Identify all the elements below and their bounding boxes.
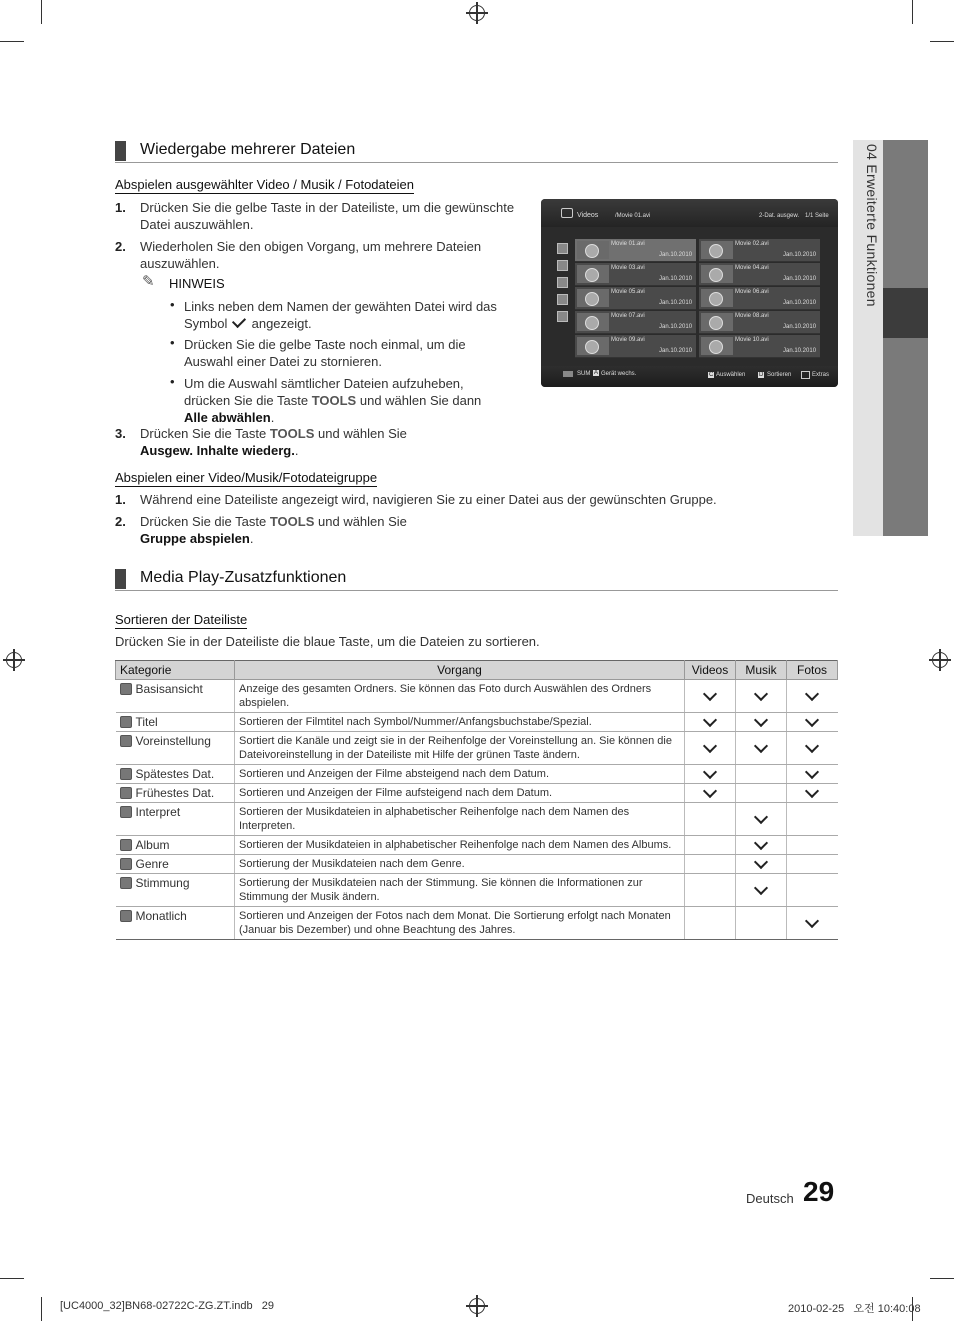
print-timestamp: 2010-02-25 오전 10:40:08 (788, 1303, 921, 1315)
step-number: 1. (115, 200, 126, 215)
category-icon (120, 768, 132, 780)
tv-file-item[interactable] (575, 287, 696, 310)
column-header: Vorgang (235, 661, 685, 680)
tv-status: 2-Dat. ausgew. (759, 213, 800, 219)
tv-file-name: Movie 03.avi (611, 265, 645, 271)
category-icon (120, 839, 132, 851)
checkmark-icon (703, 784, 717, 798)
folder-icon (557, 243, 568, 254)
category-cell (116, 907, 235, 940)
film-reel-icon (577, 241, 609, 259)
crop-mark (930, 1278, 954, 1279)
table-row (116, 874, 838, 907)
calendar-icon (557, 277, 568, 288)
category-label: Basisansicht (135, 682, 203, 696)
tv-file-date: Jan.10.2010 (783, 252, 817, 258)
subheading: Sortieren der Dateiliste (115, 612, 248, 627)
support-cell (736, 907, 787, 940)
description-cell: Sortierung der Musikdateien nach der Stimmung. Sie können die Informationen zur Stimmung der Musik ändern. (235, 874, 685, 907)
note-text-part: Um die Auswahl sämtlicher Dateien aufzuheben, drücken Sie die Taste (184, 376, 464, 408)
step-text-part: und wählen Sie (318, 514, 407, 529)
tv-file-item[interactable] (575, 311, 696, 334)
key-d: D (759, 372, 764, 378)
subheading: Abspielen einer Video/Musik/Fotodateigruppe (115, 470, 378, 485)
tv-file-name: Movie 10.avi (735, 337, 769, 343)
support-cell (685, 874, 736, 907)
category-label: Frühestes Dat. (135, 786, 215, 800)
category-icon (120, 877, 132, 889)
tv-file-date: Jan.10.2010 (659, 252, 693, 258)
checkmark-icon (754, 810, 768, 824)
video-icon (561, 208, 573, 218)
tv-device: SUM (577, 371, 591, 377)
support-cell (787, 784, 838, 803)
tv-screenshot (541, 199, 838, 387)
support-cell (685, 732, 736, 765)
tv-file-list (569, 239, 821, 364)
checkmark-icon (754, 739, 768, 753)
checkmark-icon (805, 765, 819, 779)
bullet-icon: • (170, 374, 175, 389)
subheading: Abspielen ausgewählter Video / Musik / Fotodateien (115, 177, 414, 192)
film-reel-icon (577, 289, 609, 307)
checkmark-icon (703, 713, 717, 727)
support-cell (685, 836, 736, 855)
film-reel-icon (577, 313, 609, 331)
table-row (116, 836, 838, 855)
tv-title: Videos (577, 212, 599, 219)
punctuation: . (294, 443, 299, 458)
device-icon (563, 371, 573, 377)
checkmark-icon (232, 314, 246, 328)
category-cell (116, 874, 235, 907)
tv-page: 1/1 Seite (805, 213, 829, 219)
star-icon (557, 311, 568, 322)
checkmark-icon (805, 713, 819, 727)
checkmark-icon (754, 881, 768, 895)
category-label: Titel (135, 715, 158, 729)
title-icon (557, 260, 568, 271)
film-reel-icon (577, 337, 609, 355)
category-label: Spätestes Dat. (135, 767, 215, 781)
crop-mark (0, 41, 24, 42)
table-row (116, 855, 838, 874)
tv-file-date: Jan.10.2010 (659, 300, 693, 306)
chapter-label: 04 Erweiterte Funktionen (864, 144, 880, 307)
checkmark-icon (754, 713, 768, 727)
support-cell (736, 784, 787, 803)
film-reel-icon (701, 241, 733, 259)
category-icon (120, 806, 132, 818)
category-label: Voreinstellung (135, 734, 211, 748)
tv-file-date: Jan.10.2010 (783, 300, 817, 306)
step-number: 2. (115, 514, 126, 529)
tv-file-name: Movie 02.avi (735, 241, 769, 247)
category-label: Interpret (135, 805, 181, 819)
checkmark-icon (703, 687, 717, 701)
tv-file-date: Jan.10.2010 (659, 276, 693, 282)
category-cell (116, 732, 235, 765)
table-header-row (116, 661, 838, 680)
step-number: 2. (115, 239, 126, 254)
category-cell (116, 855, 235, 874)
category-icon (120, 858, 132, 870)
support-cell (685, 784, 736, 803)
step-text: Während eine Dateiliste angezeigt wird, navigieren Sie zu einer Datei aus der gewünschten Gruppe. (140, 492, 717, 507)
note-text (184, 298, 514, 332)
reel-icon (709, 316, 723, 330)
support-cell (736, 874, 787, 907)
tv-file-name: Movie 01.avi (611, 241, 645, 247)
crop-mark (0, 1278, 24, 1279)
key-c: C (709, 372, 714, 378)
note-text-part: Links neben dem Namen der gewähten Datei wird das Symbol (184, 299, 497, 331)
support-cell (685, 713, 736, 732)
film-reel-icon (701, 265, 733, 283)
description-cell: Anzeige des gesamten Ordners. Sie können das Foto durch Auswählen des Ordners abspielen. (235, 680, 685, 713)
step-text: Wiederholen Sie den obigen Vorgang, um mehrere Dateien auszuwählen. (140, 239, 482, 271)
section-title: Wiedergabe mehrerer Dateien (140, 141, 356, 158)
tv-file-date: Jan.10.2010 (783, 276, 817, 282)
category-cell (116, 765, 235, 784)
support-cell (736, 732, 787, 765)
crop-mark (930, 41, 954, 42)
menu-option: Ausgew. Inhalte wiederg. (140, 443, 295, 458)
note-text-part: angezeigt. (251, 316, 312, 331)
table-row (116, 803, 838, 836)
punctuation: . (270, 410, 275, 425)
crop-mark (41, 0, 42, 24)
description-cell: Sortieren und Anzeigen der Fotos nach dem Monat. Die Sortierung erfolgt nach Monaten (Januar bis Dezember) und ohne Beachtung des Jahres. (235, 907, 685, 940)
print-file-info: [UC4000_32]BN68-02722C-ZG.ZT.indb 29 (60, 1300, 275, 1312)
support-cell (787, 765, 838, 784)
checkmark-icon (805, 739, 819, 753)
category-cell (116, 803, 235, 836)
description-cell: Sortiert die Kanäle und zeigt sie in der Reihenfolge der Voreinstellung an. Sie können die Dateivoreinstellung in der Dateiliste mit Hilfe der grünen Taste ändern. (235, 732, 685, 765)
support-cell (736, 713, 787, 732)
tools-key: TOOLS (311, 393, 357, 408)
tv-file-item[interactable] (699, 311, 820, 334)
category-icon (120, 683, 132, 695)
bullet-icon: • (170, 297, 175, 312)
description-cell: Sortieren der Musikdateien in alphabetischer Reihenfolge nach dem Namen des Interpreten. (235, 803, 685, 836)
note-text: Drücken Sie die gelbe Taste noch einmal, um die Auswahl einer Datei zu stornieren. (184, 337, 466, 369)
tv-file-name: Movie 08.avi (735, 313, 769, 319)
tools-key: TOOLS (269, 514, 315, 529)
sort-table (115, 660, 838, 940)
description-cell: Sortieren der Filmtitel nach Symbol/Nummer/Anfangsbuchstabe/Spezial. (235, 713, 685, 732)
tv-file-name: Movie 04.avi (735, 265, 769, 271)
description-cell: Sortierung der Musikdateien nach dem Genre. (235, 855, 685, 874)
tools-icon (801, 371, 810, 379)
calendar-icon (557, 294, 568, 305)
tv-file-name: Movie 06.avi (735, 289, 769, 295)
support-cell (736, 765, 787, 784)
tv-file-item[interactable] (575, 263, 696, 286)
film-reel-icon (701, 289, 733, 307)
crop-mark (41, 1297, 42, 1321)
step-text (140, 513, 440, 547)
reel-icon (585, 268, 599, 282)
category-icon (120, 735, 132, 747)
reel-icon (585, 244, 599, 258)
film-reel-icon (577, 265, 609, 283)
bullet-icon: • (170, 335, 175, 350)
support-cell (736, 680, 787, 713)
support-cell (736, 855, 787, 874)
tv-select: Auswählen (716, 372, 746, 378)
tv-file-name: Movie 05.avi (611, 289, 645, 295)
column-header: Musik (736, 661, 787, 680)
tv-file-item[interactable] (699, 239, 820, 262)
tv-change-device: Gerät wechs. (601, 371, 637, 377)
step-text-part: Drücken Sie die Taste (140, 514, 267, 529)
table-row (116, 732, 838, 765)
support-cell (787, 836, 838, 855)
column-header: Kategorie (116, 661, 235, 680)
category-icon (120, 910, 132, 922)
key-a: A (594, 370, 599, 376)
checkmark-icon (754, 836, 768, 850)
reel-icon (709, 292, 723, 306)
pencil-icon: ✎ (142, 273, 155, 290)
category-label: Stimmung (135, 876, 190, 890)
tv-file-item[interactable] (699, 263, 820, 286)
category-cell (116, 680, 235, 713)
category-icon (120, 716, 132, 728)
reel-icon (585, 292, 599, 306)
section-heading (115, 568, 838, 591)
checkmark-icon (703, 739, 717, 753)
support-cell (787, 855, 838, 874)
step-number: 3. (115, 426, 126, 441)
side-tab-marker (883, 288, 928, 338)
tv-file-item[interactable] (575, 335, 696, 358)
tv-file-item[interactable] (575, 239, 696, 262)
table-row (116, 713, 838, 732)
checkmark-icon (754, 855, 768, 869)
support-cell (787, 732, 838, 765)
checkmark-icon (703, 765, 717, 779)
footer-language: Deutsch (746, 1191, 794, 1206)
support-cell (736, 836, 787, 855)
support-cell (685, 680, 736, 713)
table-row (116, 680, 838, 713)
page-number: 29 (803, 1176, 835, 1207)
reel-icon (709, 268, 723, 282)
menu-option: Alle abwählen (184, 410, 271, 425)
tv-path: /Movie 01.avi (615, 213, 651, 219)
tv-file-date: Jan.10.2010 (659, 348, 693, 354)
heading-bar (115, 569, 126, 589)
step-text: Drücken Sie die gelbe Taste in der Dateiliste, um die gewünschte Datei auszuwählen. (140, 200, 515, 232)
category-icon (120, 787, 132, 799)
step-number: 1. (115, 492, 126, 507)
table-row (116, 784, 838, 803)
column-header: Videos (685, 661, 736, 680)
support-cell (685, 803, 736, 836)
tools-key: TOOLS (269, 426, 315, 441)
tv-extras: Extras (812, 372, 830, 378)
support-cell (787, 874, 838, 907)
section-title: Media Play-Zusatzfunktionen (140, 569, 347, 586)
category-label: Genre (135, 857, 169, 871)
tv-file-date: Jan.10.2010 (783, 324, 817, 330)
checkmark-icon (754, 687, 768, 701)
tv-file-name: Movie 09.avi (611, 337, 645, 343)
category-cell (116, 784, 235, 803)
checkmark-icon (805, 914, 819, 928)
reel-icon (585, 316, 599, 330)
heading-bar (115, 141, 126, 161)
description-cell: Sortieren der Musikdateien in alphabetischer Reihenfolge nach dem Namen des Albums. (235, 836, 685, 855)
registration-mark-icon (6, 652, 22, 668)
punctuation: . (249, 531, 254, 546)
support-cell (736, 803, 787, 836)
support-cell (685, 765, 736, 784)
note-label: HINWEIS (169, 276, 225, 291)
tv-file-item[interactable] (699, 335, 820, 358)
menu-option: Gruppe abspielen (140, 531, 250, 546)
category-label: Monatlich (135, 909, 187, 923)
film-reel-icon (701, 337, 733, 355)
support-cell (787, 713, 838, 732)
category-cell (116, 713, 235, 732)
step-text (140, 425, 440, 459)
support-cell (685, 907, 736, 940)
description-cell: Sortieren und Anzeigen der Filme aufsteigend nach dem Datum. (235, 784, 685, 803)
category-cell (116, 836, 235, 855)
checkmark-icon (805, 784, 819, 798)
side-tab-strip (883, 140, 928, 536)
checkmark-icon (805, 687, 819, 701)
tv-file-item[interactable] (699, 287, 820, 310)
reel-icon (585, 340, 599, 354)
step-text-part: und wählen Sie (318, 426, 407, 441)
registration-mark-icon (469, 1298, 485, 1314)
column-header: Fotos (787, 661, 838, 680)
tv-file-date: Jan.10.2010 (783, 348, 817, 354)
support-cell (787, 803, 838, 836)
registration-mark-icon (932, 652, 948, 668)
intro-text: Drücken Sie in der Dateiliste die blaue Taste, um die Dateien zu sortieren. (115, 634, 540, 649)
tv-file-name: Movie 07.avi (611, 313, 645, 319)
tv-sort: Sortieren (767, 372, 792, 378)
section-heading (115, 140, 838, 163)
support-cell (787, 907, 838, 940)
support-cell (787, 680, 838, 713)
film-reel-icon (701, 313, 733, 331)
table-row (116, 907, 838, 940)
reel-icon (709, 340, 723, 354)
crop-mark (912, 0, 913, 24)
table-row (116, 765, 838, 784)
registration-mark-icon (469, 5, 485, 21)
tv-file-date: Jan.10.2010 (659, 324, 693, 330)
reel-icon (709, 244, 723, 258)
support-cell (685, 855, 736, 874)
note-text-part: und wählen Sie dann (359, 393, 482, 408)
step-text-part: Drücken Sie die Taste (140, 426, 267, 441)
category-label: Album (135, 838, 170, 852)
description-cell: Sortieren und Anzeigen der Filme absteigend nach dem Datum. (235, 765, 685, 784)
note-text (184, 375, 504, 426)
